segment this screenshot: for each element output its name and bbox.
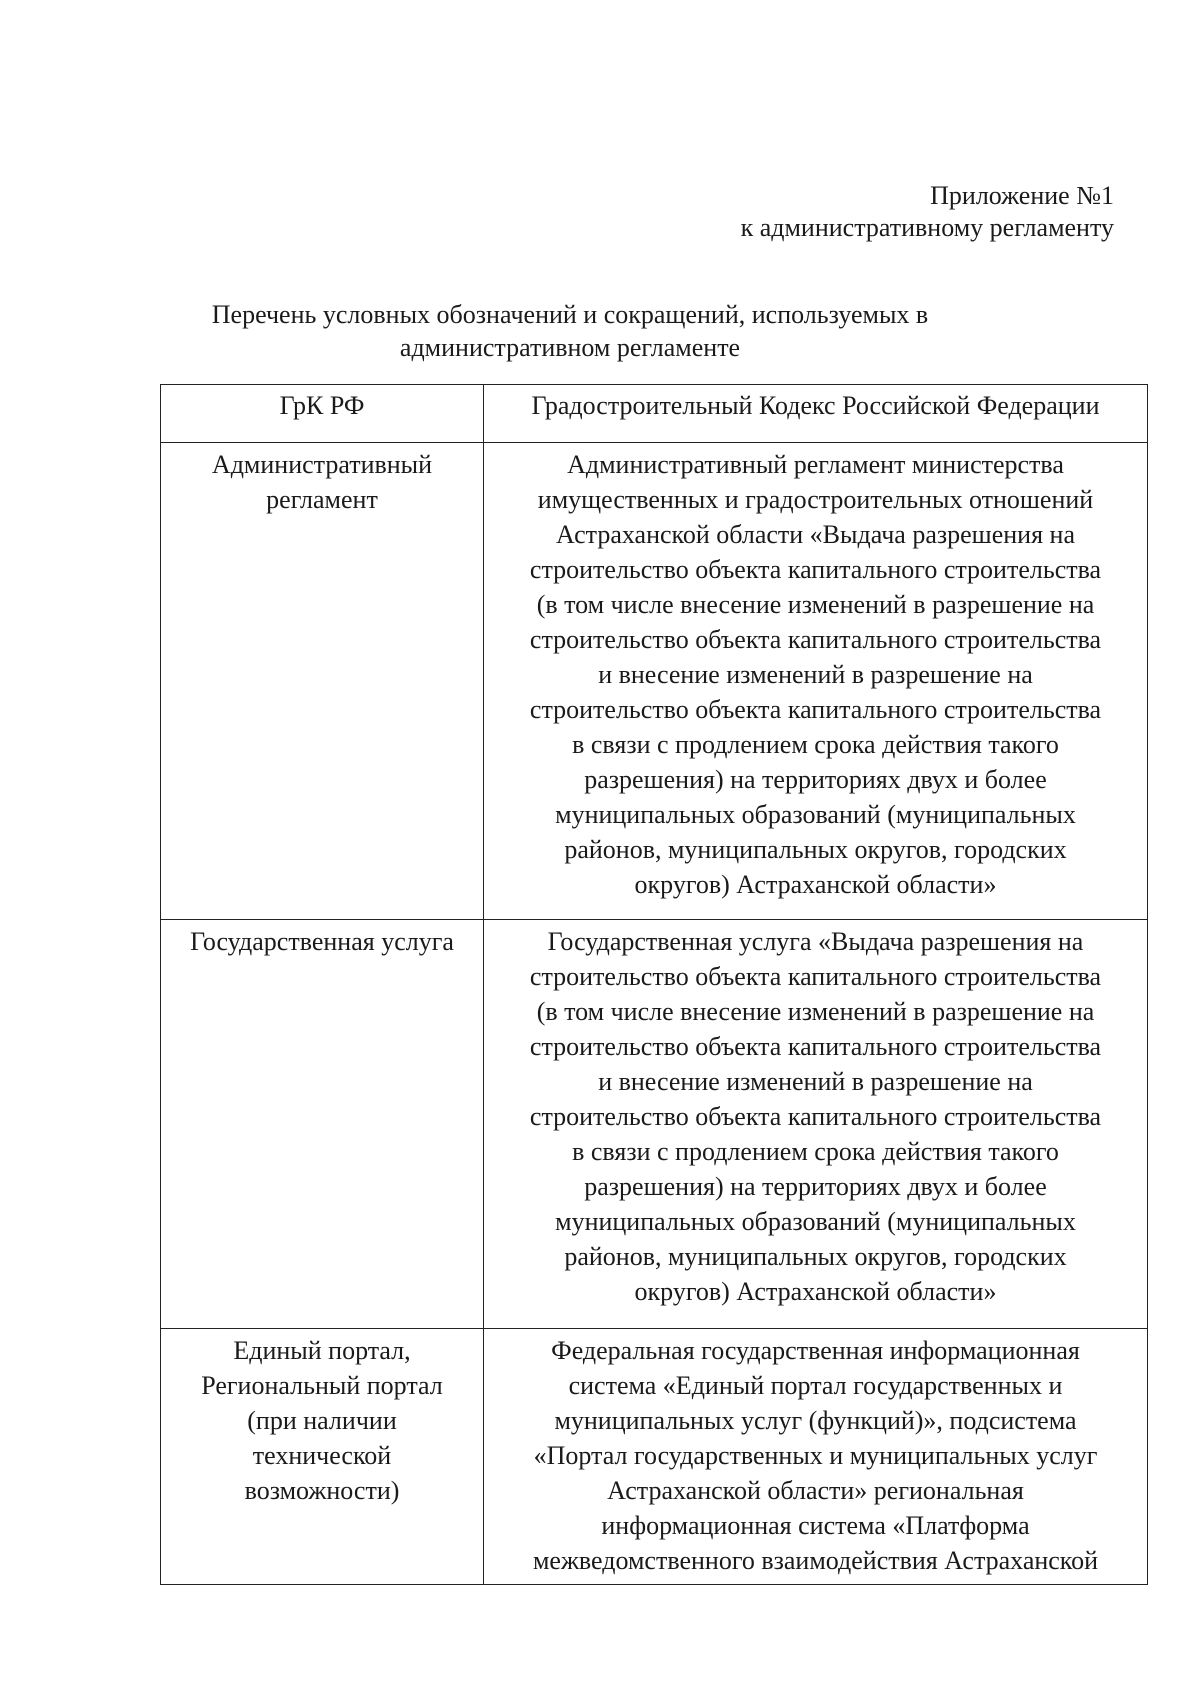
table-row [161,1329,1148,1585]
definition-cell [484,385,1148,443]
term-cell [161,443,484,920]
definition-text-line: в связи с продлением срока действия такого [572,1137,1059,1166]
term-text-line: технической [252,1441,392,1470]
definition-text-line: Астраханской области «Выдача разрешения на [556,520,1075,549]
definition-text-line: и внесение изменений в разрешение на [598,660,1033,689]
definition-text-line: имущественных и градостроительных отношений [537,485,1094,514]
definition-text-line: строительство объекта капитального строительства [529,625,1102,654]
definition-text-line: в связи с продлением срока действия такого [572,730,1059,759]
definition-text-line: (в том числе внесение изменений в разрешение на [536,997,1095,1026]
definition-text-line: строительство объекта капитального строительства [529,962,1102,991]
term-text-line: Единый портал, [233,1336,411,1365]
definition-text-line: округов) Астраханской области» [634,870,997,899]
term-cell [161,1329,484,1585]
definition-text-line: строительство объекта капитального строительства [529,695,1102,724]
definition-cell [484,443,1148,920]
definition-cell [484,1329,1148,1585]
definition-text-line: строительство объекта капитального строительства [529,1032,1102,1061]
definition-text-line: межведомственного взаимодействия Астраханской [532,1546,1099,1575]
definition-text-line: (в том числе внесение изменений в разрешение на [536,590,1095,619]
table-row [161,920,1148,1329]
term-text-line: регламент [266,485,378,514]
definition-text-line: Административный регламент министерства [567,450,1064,479]
abbreviations-table [160,384,1148,1585]
term-cell [161,920,484,1329]
definition-text-line: «Портал государственных и муниципальных услуг [533,1441,1098,1470]
definition-text-line: округов) Астраханской области» [634,1277,997,1306]
definition-text-line: и внесение изменений в разрешение на [598,1067,1033,1096]
definition-text-line: разрешения) на территориях двух и более [584,765,1047,794]
appendix-header [741,180,1114,244]
term-text-line: возможности) [244,1476,400,1505]
definition-text-line: Градостроительный Кодекс Российской Федерации [531,391,1100,420]
document-title-line-1: Перечень условных обозначений и сокращений, используемых в [211,300,929,329]
definition-cell [484,920,1148,1329]
term-text-line: Административный [211,450,433,479]
definition-text-line: строительство объекта капитального строительства [529,1102,1102,1131]
definition-text-line: муниципальных услуг (функций)», подсистема [554,1406,1077,1435]
term-text-line: Региональный портал [201,1371,443,1400]
document-title-line-2: административном регламенте [399,333,741,362]
definition-text-line: Государственная услуга «Выдача разрешения на [547,927,1084,956]
definition-text-line: Федеральная государственная информационная [551,1336,1080,1365]
appendix-reference: к административному регламенту [740,213,1114,242]
definition-text-line: система «Единый портал государственных и [568,1371,1063,1400]
term-text-line: ГрК РФ [279,391,365,420]
abbreviations-table-body [161,385,1148,1585]
definition-text-line: районов, муниципальных округов, городских [564,1242,1067,1271]
document-title [160,298,980,364]
definition-text-line: муниципальных образований (муниципальных [555,1207,1076,1236]
definition-text-line: информационная система «Платформа [601,1511,1030,1540]
table-row [161,443,1148,920]
definition-text-line: строительство объекта капитального строительства [529,555,1102,584]
term-text-line: (при наличии [247,1406,397,1435]
definition-text-line: муниципальных образований (муниципальных [555,800,1076,829]
table-row [161,385,1148,443]
definition-text-line: Астраханской области» региональная [607,1476,1024,1505]
term-cell [161,385,484,443]
appendix-number: Приложение №1 [930,181,1114,210]
term-text-line: Государственная услуга [190,927,454,956]
definition-text-line: разрешения) на территориях двух и более [584,1172,1047,1201]
definition-text-line: районов, муниципальных округов, городских [564,835,1067,864]
